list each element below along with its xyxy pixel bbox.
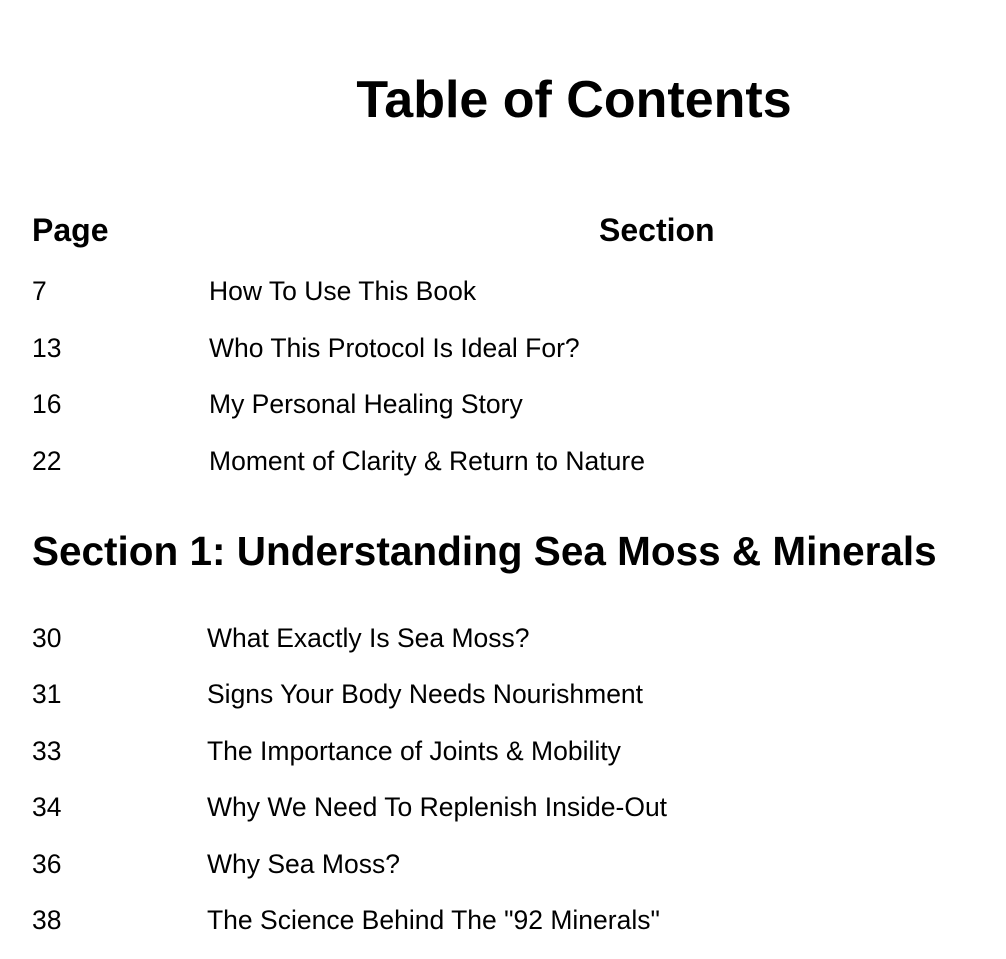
toc-page-number: 13 bbox=[32, 333, 62, 363]
toc-page-number: 22 bbox=[32, 446, 62, 476]
toc-entry-title: What Exactly Is Sea Moss? bbox=[207, 623, 530, 653]
toc-entry bbox=[0, 844, 1006, 884]
toc-page-number: 16 bbox=[32, 389, 62, 419]
toc-page-number: 38 bbox=[32, 905, 62, 935]
toc-entry bbox=[0, 674, 1006, 714]
toc-entry-title: My Personal Healing Story bbox=[209, 389, 523, 419]
section-1-heading: Section 1: Understanding Sea Moss & Minerals bbox=[32, 528, 937, 574]
toc-page-number: 30 bbox=[32, 623, 62, 653]
toc-page-number: 34 bbox=[32, 792, 62, 822]
toc-entry-title: Why We Need To Replenish Inside-Out bbox=[207, 792, 668, 822]
toc-entry-title: Who This Protocol Is Ideal For? bbox=[209, 333, 580, 363]
toc-entry bbox=[0, 618, 1006, 658]
toc-page-number: 7 bbox=[32, 276, 47, 306]
toc-page-number: 33 bbox=[32, 736, 62, 766]
toc-entry bbox=[0, 731, 1006, 771]
toc-entry bbox=[0, 900, 1006, 940]
column-header-page: Page bbox=[32, 212, 109, 248]
toc-page-number: 31 bbox=[32, 679, 62, 709]
page-title: Table of Contents bbox=[356, 71, 792, 129]
toc-entry bbox=[0, 271, 1006, 311]
toc-entry-title: Moment of Clarity & Return to Nature bbox=[209, 446, 645, 476]
toc-entry bbox=[0, 384, 1006, 424]
toc-entry-title: The Importance of Joints & Mobility bbox=[207, 736, 621, 766]
toc-entry bbox=[0, 787, 1006, 827]
toc-page-number: 36 bbox=[32, 849, 62, 879]
toc-entry-title: Why Sea Moss? bbox=[207, 849, 400, 879]
toc-entry-title: Signs Your Body Needs Nourishment bbox=[207, 679, 644, 709]
toc-entry-title: How To Use This Book bbox=[209, 276, 477, 306]
toc-entry-title: The Science Behind The "92 Minerals" bbox=[207, 905, 660, 935]
column-header-section: Section bbox=[599, 212, 715, 248]
toc-entry bbox=[0, 441, 1006, 481]
toc-entry bbox=[0, 328, 1006, 368]
